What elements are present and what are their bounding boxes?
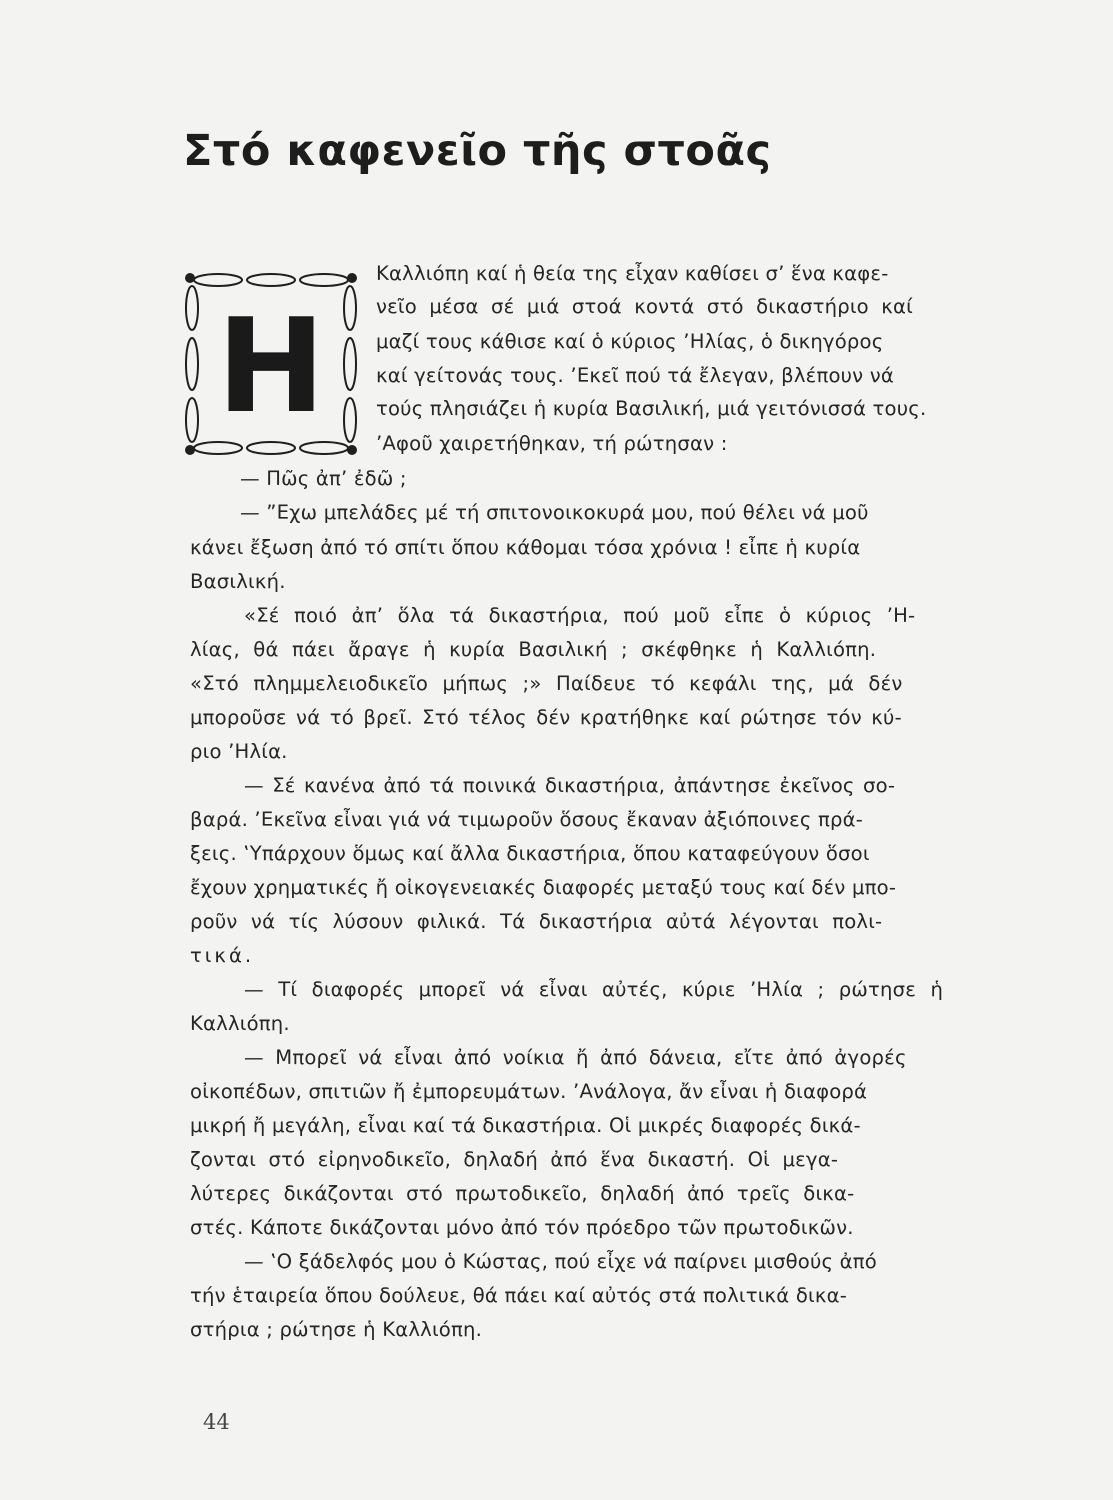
text-line: Καλλιόπη.	[190, 1012, 290, 1035]
text-line: — ”Εχω μπελάδες μέ τή σπιτονοικοκυρά μου, πού θέλει νά μοῦ	[240, 501, 869, 524]
text-line: τούς πλησιάζει ἡ κυρία Βασιλική, μιά γειτόνισσά τους.	[376, 397, 927, 420]
text-line: — Τί διαφορές μπορεῖ νά εἶναι αὐτές, κύριε ’Ηλία ; ρώτησε ἡ	[244, 978, 944, 1001]
text-line: λίας, θά πάει ἄραγε ἡ κυρία Βασιλική ; σκέφθηκε ἡ Καλλιόπη.	[190, 638, 877, 661]
text-line: Καλλιόπη καί ἡ θεία της εἶχαν καθίσει σ’ ἕνα καφε-	[376, 262, 889, 285]
text-line: — Μπορεῖ νά εἶναι ἀπό νοίκια ἤ ἀπό δάνεια, εἴτε ἀπό ἀγορές	[244, 1046, 907, 1069]
text-line: βαρά. ’Εκεῖνα εἶναι γιά νά τιμωροῦν ὅσους ἔκαναν ἀξιόποινες πρά-	[190, 808, 864, 831]
page-number: 44	[203, 1410, 230, 1434]
text-line: «Στό πλημμελειοδικεῖο μήπως ;» Παίδευε τό κεφάλι της, μά δέν	[190, 672, 903, 695]
text-line: — ‛Ο ξάδελφός μου ὁ Κώστας, πού εἶχε νά παίρνει μισθούς ἀπό	[244, 1250, 877, 1273]
text-line: — Πῶς ἀπ’ ἐδῶ ;	[240, 467, 407, 490]
text-line: οἰκοπέδων, σπιτιῶν ἤ ἐμπορευμάτων. ’Ανάλογα, ἄν εἶναι ἡ διαφορά	[190, 1080, 868, 1103]
text-line: ζονται στό εἰρηνοδικεῖο, δηλαδή ἀπό ἕνα δικαστή. Οἱ μεγα-	[190, 1148, 839, 1171]
text-line: Βασιλική.	[190, 570, 286, 593]
text-line: «Σέ ποιό ἀπ’ ὅλα τά δικαστήρια, πού μοῦ εἶπε ὁ κύριος ’Η-	[244, 604, 916, 627]
text-line: — Σέ κανένα ἀπό τά ποινικά δικαστήρια, ἀπάντησε ἐκεῖνος σο-	[244, 774, 896, 797]
text-line: κάνει ἔξωση ἀπό τό σπίτι ὅπου κάθομαι τόσα χρόνια ! εἶπε ἡ κυρία	[190, 536, 861, 559]
text-line: ξεις. ‛Υπάρχουν ὅμως καί ἄλλα δικαστήρια, ὅπου καταφεύγουν ὅσοι	[190, 842, 870, 865]
text-line: καί γείτονάς τους. ’Εκεῖ πού τά ἔλεγαν, βλέπουν νά	[376, 364, 895, 387]
chapter-title: Στό καφενεῖο τῆς στοᾶς	[183, 126, 772, 176]
text-line: στές. Κάποτε δικάζονται μόνο ἀπό τόν πρόεδρο τῶν πρωτοδικῶν.	[190, 1216, 854, 1239]
text-line: μικρή ἤ μεγάλη, εἶναι καί τά δικαστήρια. Οἱ μικρές διαφορές δικά-	[190, 1114, 861, 1137]
text-line: τικά.	[190, 944, 255, 967]
text-line: ριο ’Ηλία.	[190, 740, 288, 763]
text-line: ’Αφοῦ χαιρετήθηκαν, τή ρώτησαν :	[376, 432, 728, 455]
drop-cap-letter: Η	[216, 290, 326, 442]
text-line: ἔχουν χρηματικές ἤ οἰκογενειακές διαφορές μεταξύ τους καί δέν μπο-	[190, 876, 897, 899]
text-line: τήν ἑταιρεία ὅπου δούλευε, θά πάει καί αὐτός στά πολιτικά δικα-	[190, 1284, 847, 1307]
text-line: λύτερες δικάζονται στό πρωτοδικεῖο, δηλαδή ἀπό τρεῖς δικα-	[190, 1182, 855, 1205]
text-line: νεῖο μέσα σέ μιά στοά κοντά στό δικαστήριο καί	[376, 295, 913, 318]
text-line: ροῦν νά τίς λύσουν φιλικά. Τά δικαστήρια αὐτά λέγονται πολι-	[190, 910, 883, 933]
drop-cap	[180, 268, 362, 460]
text-line: στήρια ; ρώτησε ἡ Καλλιόπη.	[190, 1318, 483, 1341]
text-line: μποροῦσε νά τό βρεῖ. Στό τέλος δέν κρατήθηκε καί ρώτησε τόν κύ-	[190, 706, 902, 729]
text-line: μαζί τους κάθισε καί ὁ κύριος ’Ηλίας, ὁ δικηγόρος	[376, 330, 884, 353]
